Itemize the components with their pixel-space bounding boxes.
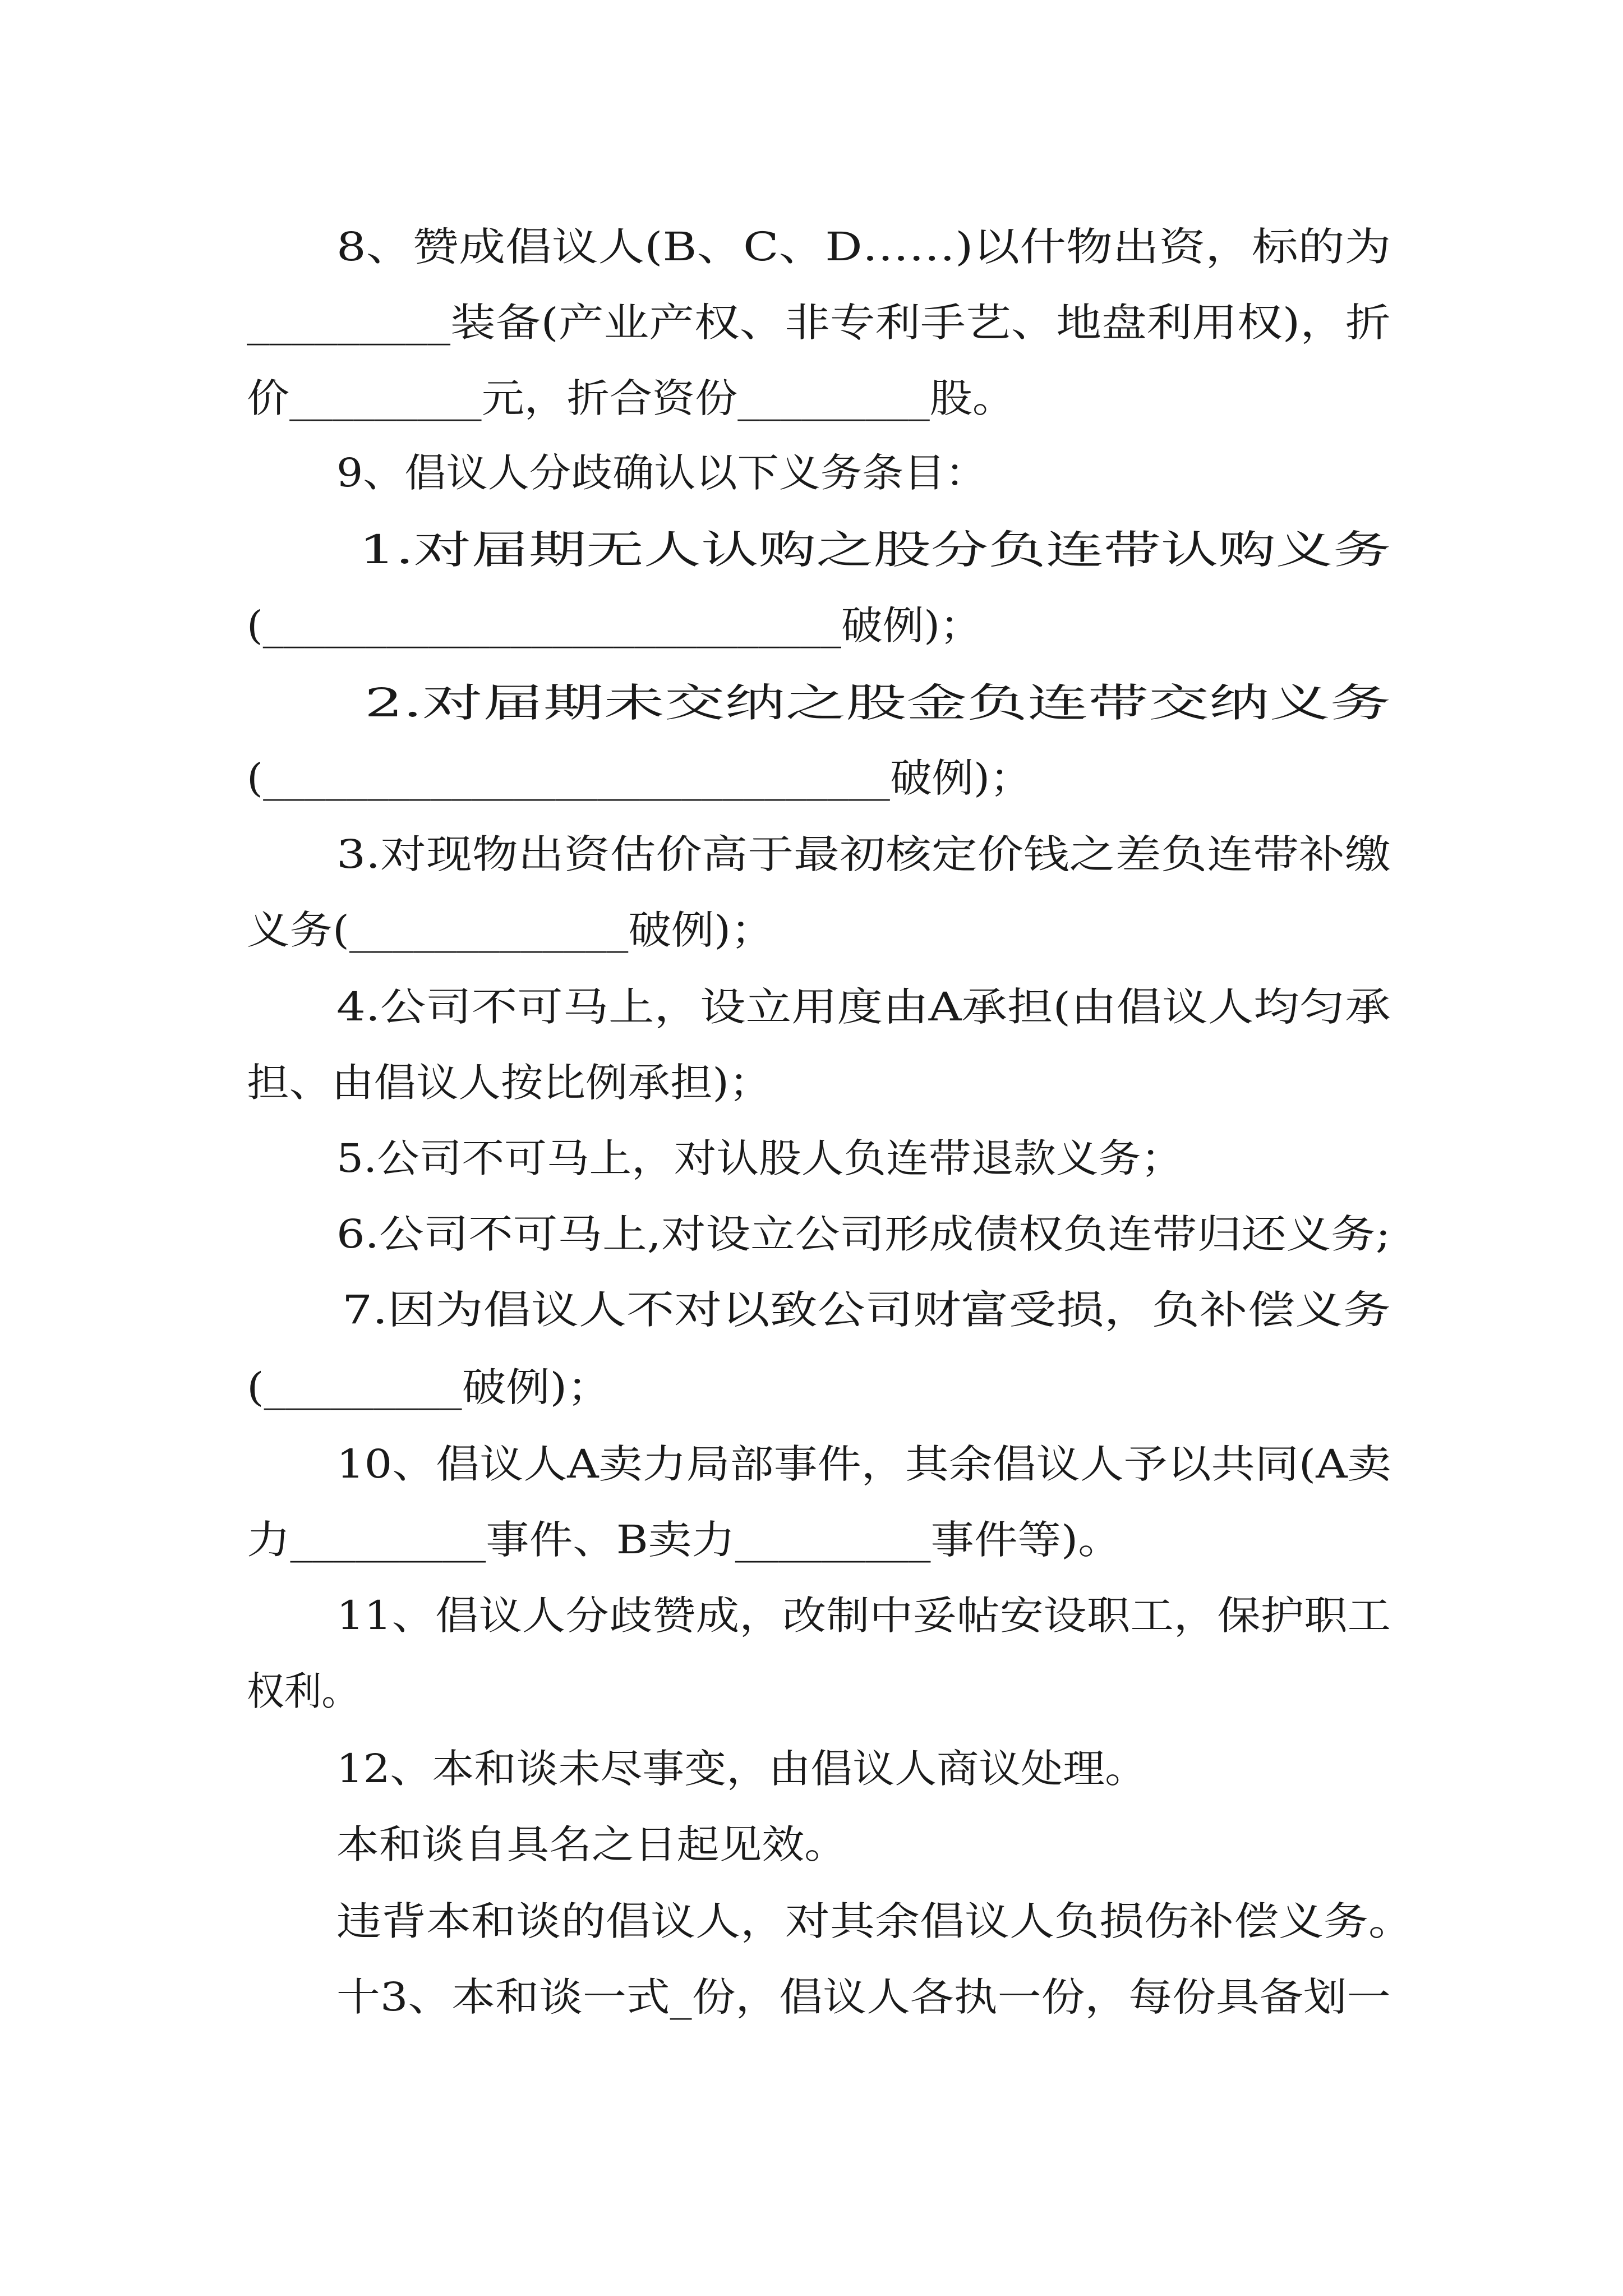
- item-4-line-2: 担、由倡议人按比例承担)；: [247, 1060, 772, 1106]
- clause-8-line-2: _________装备(产业产权、非专利手艺、地盘利用权)，折: [247, 300, 1391, 346]
- item-3-line-1: 3.对现物出资估价高于最初核定价钱之差负连带补缴: [336, 831, 1391, 877]
- item-2-line-2: (______________________________破例)；: [247, 755, 1032, 801]
- clause-13-line-1: 十3、本和谈一式_份，倡议人各执一份，每份具备划一: [336, 1974, 1391, 2020]
- item-2-line-1: 2.对届期未交纳之股金负连带交纳义务: [365, 680, 1391, 726]
- clause-11-line-1: 11、倡议人分歧赞成，改制中妥帖安设职工，保护职工: [336, 1593, 1391, 1639]
- clause-10-line-1: 10、倡议人A卖力局部事件，其余倡议人予以共同(A卖: [336, 1441, 1391, 1487]
- item-3-line-2: 义务(_____________破例)；: [247, 907, 774, 953]
- item-1-line-2: (____________________________破例)；: [247, 602, 981, 648]
- clause-11-line-2: 权利。: [247, 1668, 359, 1714]
- effective-clause: 本和谈自具名之日起见效。: [336, 1821, 847, 1867]
- clause-8-line-3: 价_________元，折合资份_________股。: [247, 375, 1015, 421]
- item-1-line-1: 1.对届期无人认购之股分负连带认购义务: [359, 527, 1391, 573]
- item-7-line-1: 7.因为倡议人不对以致公司财富受损，负补偿义务: [342, 1287, 1391, 1333]
- clause-8-line-1: 8、赞成倡议人(B、C、D……)以什物出资，标的为: [336, 224, 1391, 270]
- clause-9-heading: 9、倡议人分歧确认以下义务条目：: [336, 450, 987, 496]
- breach-clause: 违背本和谈的倡议人，对其余倡议人负损伤补偿义务。: [336, 1898, 1413, 1944]
- clause-10-line-2: 力_________事件、B卖力_________事件等)。: [247, 1517, 1122, 1563]
- item-7-line-2: (_________破例)；: [247, 1364, 611, 1410]
- clause-12: 12、本和谈未尽事变，由倡议人商议处理。: [336, 1746, 1147, 1792]
- item-4-line-1: 4.公司不可马上，设立用度由A承担(由倡议人均匀承: [336, 984, 1391, 1030]
- item-6: 6.公司不可马上,对设立公司形成债权负连带归还义务;: [336, 1211, 1391, 1257]
- item-5: 5.公司不可马上，对认股人负连带退款义务；: [336, 1135, 1183, 1181]
